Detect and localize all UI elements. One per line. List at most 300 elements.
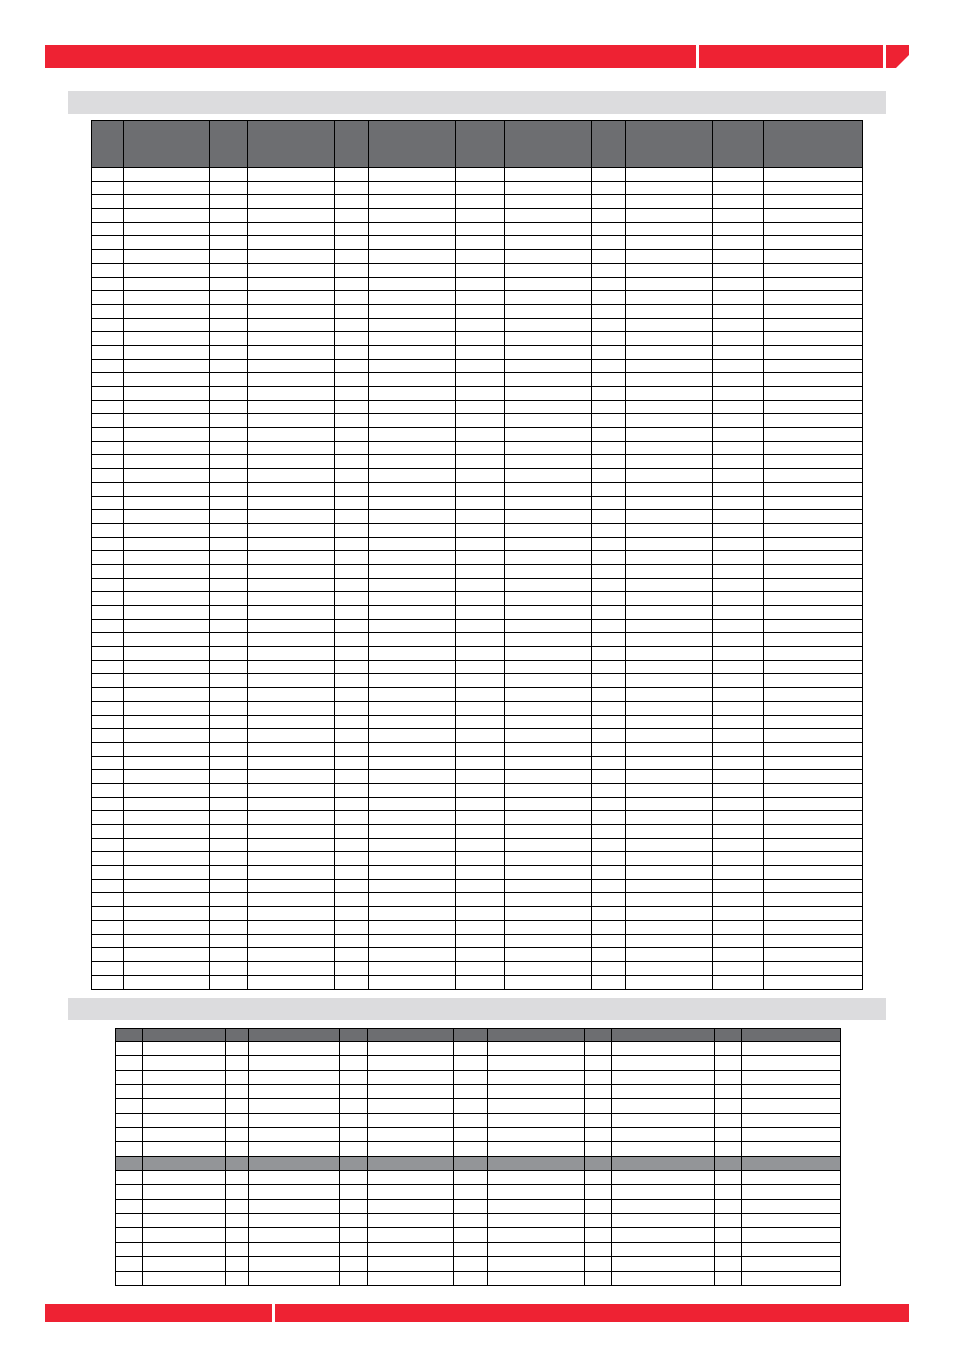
table-cell: [505, 742, 592, 756]
table-cell: [248, 359, 335, 373]
table-cell: [505, 181, 592, 195]
table-cell: [626, 482, 713, 496]
table-cell: [585, 1171, 612, 1185]
table-cell: [369, 893, 456, 907]
table-cell: [92, 838, 124, 852]
table-cell: [340, 1056, 368, 1070]
table-cell: [592, 277, 626, 291]
table-cell: [764, 318, 863, 332]
table-cell: [124, 893, 210, 907]
table-cell: [335, 879, 369, 893]
table-row: [92, 592, 863, 606]
table-row: [92, 619, 863, 633]
table-cell: [764, 893, 863, 907]
table-cell: [626, 756, 713, 770]
table-cell: [226, 1185, 249, 1199]
table-cell: [248, 236, 335, 250]
table-cell: [92, 920, 124, 934]
table-cell: [713, 866, 764, 880]
table-cell: [369, 414, 456, 428]
table-cell: [456, 961, 505, 975]
table-cell: [713, 592, 764, 606]
table-row: [92, 825, 863, 839]
table-cell: [764, 592, 863, 606]
main-header-cell: [626, 121, 713, 168]
table-cell: [143, 1085, 226, 1099]
table-cell: [612, 1128, 715, 1142]
table-cell: [249, 1242, 340, 1256]
table-cell: [116, 1257, 143, 1271]
table-cell: [764, 359, 863, 373]
table-cell: [249, 1199, 340, 1213]
table-cell: [335, 523, 369, 537]
secondary-header-cell: [715, 1029, 742, 1042]
table-cell: [626, 592, 713, 606]
table-cell: [713, 318, 764, 332]
table-cell: [742, 1085, 841, 1099]
table-row: [92, 948, 863, 962]
table-cell: [764, 400, 863, 414]
table-cell: [248, 250, 335, 264]
table-cell: [335, 263, 369, 277]
table-cell: [612, 1142, 715, 1156]
table-cell: [369, 688, 456, 702]
table-cell: [92, 961, 124, 975]
table-cell: [456, 373, 505, 387]
table-cell: [764, 263, 863, 277]
table-cell: [248, 195, 335, 209]
table-row: [92, 797, 863, 811]
table-cell: [335, 961, 369, 975]
table-cell: [488, 1185, 585, 1199]
table-cell: [713, 510, 764, 524]
table-cell: [143, 1056, 226, 1070]
table-row: [116, 1070, 841, 1084]
table-cell: [369, 838, 456, 852]
table-cell: [124, 961, 210, 975]
table-cell: [92, 756, 124, 770]
table-cell: [454, 1185, 488, 1199]
table-cell: [92, 564, 124, 578]
main-header-cell: [592, 121, 626, 168]
table-cell: [124, 482, 210, 496]
table-cell: [505, 893, 592, 907]
table-cell: [626, 797, 713, 811]
table-cell: [248, 907, 335, 921]
table-cell: [369, 345, 456, 359]
table-cell: [92, 742, 124, 756]
table-cell: [248, 674, 335, 688]
table-cell: [248, 400, 335, 414]
table-cell: [626, 332, 713, 346]
table-cell: [626, 729, 713, 743]
table-cell: [335, 387, 369, 401]
table-cell: [210, 523, 248, 537]
table-cell: [248, 770, 335, 784]
table-cell: [505, 250, 592, 264]
table-cell: [505, 619, 592, 633]
table-cell: [456, 387, 505, 401]
table-cell: [592, 510, 626, 524]
table-cell: [210, 537, 248, 551]
table-cell: [715, 1156, 742, 1170]
table-cell: [335, 551, 369, 565]
table-cell: [592, 373, 626, 387]
table-cell: [210, 701, 248, 715]
table-row: [92, 907, 863, 921]
table-cell: [456, 578, 505, 592]
table-cell: [505, 332, 592, 346]
table-cell: [210, 619, 248, 633]
table-cell: [626, 770, 713, 784]
table-row: [92, 236, 863, 250]
table-cell: [592, 236, 626, 250]
table-cell: [764, 209, 863, 223]
table-cell: [143, 1113, 226, 1127]
table-row: [92, 373, 863, 387]
table-cell: [248, 592, 335, 606]
table-cell: [454, 1070, 488, 1084]
table-cell: [592, 606, 626, 620]
table-cell: [369, 523, 456, 537]
table-cell: [92, 400, 124, 414]
table-cell: [92, 195, 124, 209]
table-cell: [226, 1257, 249, 1271]
table-cell: [488, 1257, 585, 1271]
table-row: [92, 400, 863, 414]
table-cell: [335, 400, 369, 414]
table-cell: [764, 414, 863, 428]
table-cell: [92, 674, 124, 688]
table-cell: [124, 975, 210, 989]
table-cell: [249, 1171, 340, 1185]
table-cell: [715, 1171, 742, 1185]
table-cell: [124, 414, 210, 428]
table-cell: [592, 291, 626, 305]
table-cell: [368, 1070, 454, 1084]
table-row: [92, 222, 863, 236]
table-cell: [248, 496, 335, 510]
table-cell: [505, 441, 592, 455]
table-cell: [764, 729, 863, 743]
table-cell: [592, 907, 626, 921]
table-cell: [340, 1142, 368, 1156]
table-cell: [340, 1228, 368, 1242]
table-cell: [764, 660, 863, 674]
table-cell: [92, 578, 124, 592]
table-cell: [456, 647, 505, 661]
table-cell: [143, 1070, 226, 1084]
table-cell: [713, 879, 764, 893]
table-cell: [143, 1228, 226, 1242]
table-cell: [713, 852, 764, 866]
table-cell: [456, 907, 505, 921]
table-cell: [456, 592, 505, 606]
table-cell: [715, 1271, 742, 1286]
table-cell: [456, 263, 505, 277]
secondary-header-cell: [340, 1029, 368, 1042]
table-cell: [335, 318, 369, 332]
table-cell: [715, 1214, 742, 1228]
table-cell: [368, 1171, 454, 1185]
table-cell: [92, 263, 124, 277]
table-cell: [369, 811, 456, 825]
table-cell: [764, 236, 863, 250]
table-cell: [713, 263, 764, 277]
table-cell: [456, 195, 505, 209]
table-cell: [335, 660, 369, 674]
table-cell: [210, 181, 248, 195]
table-cell: [456, 660, 505, 674]
table-cell: [124, 688, 210, 702]
table-cell: [249, 1113, 340, 1127]
table-cell: [626, 674, 713, 688]
table-cell: [626, 455, 713, 469]
table-cell: [592, 770, 626, 784]
table-cell: [368, 1199, 454, 1213]
table-row: [92, 756, 863, 770]
table-row: [92, 250, 863, 264]
table-row: [92, 469, 863, 483]
table-cell: [248, 537, 335, 551]
table-cell: [505, 455, 592, 469]
table-cell: [456, 236, 505, 250]
table-cell: [505, 387, 592, 401]
table-cell: [585, 1042, 612, 1056]
table-cell: [764, 564, 863, 578]
table-cell: [592, 455, 626, 469]
table-cell: [764, 181, 863, 195]
table-cell: [713, 742, 764, 756]
table-cell: [585, 1056, 612, 1070]
table-cell: [505, 729, 592, 743]
table-cell: [369, 578, 456, 592]
table-cell: [92, 797, 124, 811]
table-cell: [505, 907, 592, 921]
table-cell: [335, 359, 369, 373]
table-cell: [713, 797, 764, 811]
table-cell: [92, 729, 124, 743]
table-cell: [369, 564, 456, 578]
table-cell: [124, 359, 210, 373]
table-cell: [369, 975, 456, 989]
table-cell: [124, 168, 210, 182]
table-cell: [505, 428, 592, 442]
table-cell: [248, 263, 335, 277]
table-cell: [92, 455, 124, 469]
footer-bar: [45, 1304, 909, 1322]
table-cell: [116, 1070, 143, 1084]
table-cell: [456, 893, 505, 907]
table-cell: [92, 879, 124, 893]
table-cell: [585, 1271, 612, 1286]
table-cell: [505, 304, 592, 318]
table-cell: [626, 811, 713, 825]
table-cell: [210, 893, 248, 907]
secondary-table: [115, 1028, 841, 1286]
table-cell: [764, 701, 863, 715]
table-cell: [626, 304, 713, 318]
table-row: [116, 1228, 841, 1242]
table-cell: [248, 838, 335, 852]
table-cell: [116, 1085, 143, 1099]
table-cell: [713, 373, 764, 387]
table-cell: [505, 934, 592, 948]
table-cell: [488, 1085, 585, 1099]
table-cell: [626, 263, 713, 277]
table-cell: [369, 701, 456, 715]
table-row: [92, 387, 863, 401]
footer-bar-divider: [272, 1304, 275, 1322]
table-cell: [626, 181, 713, 195]
table-cell: [713, 811, 764, 825]
table-cell: [369, 359, 456, 373]
table-cell: [210, 838, 248, 852]
table-cell: [335, 510, 369, 524]
table-cell: [456, 879, 505, 893]
table-cell: [335, 250, 369, 264]
main-header-cell: [210, 121, 248, 168]
table-cell: [210, 961, 248, 975]
table-cell: [764, 195, 863, 209]
table-cell: [592, 387, 626, 401]
table-cell: [626, 318, 713, 332]
table-cell: [124, 564, 210, 578]
table-cell: [764, 578, 863, 592]
table-cell: [248, 660, 335, 674]
table-cell: [713, 523, 764, 537]
table-cell: [456, 866, 505, 880]
table-cell: [92, 222, 124, 236]
table-cell: [592, 578, 626, 592]
table-row: [92, 975, 863, 989]
table-cell: [124, 783, 210, 797]
table-cell: [248, 510, 335, 524]
table-cell: [248, 852, 335, 866]
table-cell: [335, 236, 369, 250]
table-cell: [505, 496, 592, 510]
table-cell: [124, 879, 210, 893]
table-cell: [124, 797, 210, 811]
table-cell: [226, 1070, 249, 1084]
table-cell: [713, 482, 764, 496]
table-cell: [456, 168, 505, 182]
table-cell: [456, 770, 505, 784]
table-cell: [210, 660, 248, 674]
table-cell: [715, 1070, 742, 1084]
table-cell: [210, 168, 248, 182]
table-cell: [764, 715, 863, 729]
table-cell: [713, 441, 764, 455]
table-cell: [226, 1113, 249, 1127]
table-cell: [585, 1257, 612, 1271]
table-cell: [764, 633, 863, 647]
table-cell: [612, 1156, 715, 1170]
table-cell: [713, 893, 764, 907]
main-table: [91, 120, 863, 990]
table-row: [116, 1056, 841, 1070]
table-cell: [585, 1199, 612, 1213]
table-row: [92, 482, 863, 496]
table-cell: [764, 428, 863, 442]
table-cell: [713, 633, 764, 647]
table-cell: [505, 345, 592, 359]
table-cell: [456, 564, 505, 578]
table-cell: [488, 1242, 585, 1256]
table-cell: [210, 428, 248, 442]
table-cell: [92, 332, 124, 346]
table-cell: [116, 1214, 143, 1228]
table-cell: [335, 441, 369, 455]
table-cell: [592, 195, 626, 209]
table-cell: [226, 1042, 249, 1056]
table-cell: [335, 633, 369, 647]
table-cell: [456, 291, 505, 305]
table-cell: [124, 291, 210, 305]
table-cell: [626, 975, 713, 989]
table-cell: [742, 1185, 841, 1199]
table-cell: [612, 1056, 715, 1070]
table-cell: [92, 715, 124, 729]
table-cell: [505, 825, 592, 839]
table-cell: [488, 1142, 585, 1156]
table-cell: [764, 866, 863, 880]
table-cell: [335, 592, 369, 606]
table-cell: [369, 304, 456, 318]
table-cell: [92, 291, 124, 305]
table-cell: [210, 934, 248, 948]
table-cell: [505, 564, 592, 578]
table-cell: [124, 756, 210, 770]
table-cell: [456, 701, 505, 715]
table-cell: [226, 1199, 249, 1213]
table-cell: [592, 729, 626, 743]
table-cell: [335, 729, 369, 743]
table-row: [116, 1099, 841, 1113]
table-cell: [248, 879, 335, 893]
table-cell: [764, 606, 863, 620]
table-cell: [340, 1271, 368, 1286]
table-cell: [116, 1113, 143, 1127]
table-cell: [505, 373, 592, 387]
table-cell: [742, 1113, 841, 1127]
table-row: [116, 1113, 841, 1127]
table-cell: [335, 838, 369, 852]
table-cell: [456, 756, 505, 770]
table-cell: [742, 1271, 841, 1286]
table-cell: [456, 852, 505, 866]
table-cell: [764, 222, 863, 236]
table-cell: [715, 1056, 742, 1070]
table-cell: [764, 961, 863, 975]
table-cell: [124, 195, 210, 209]
table-cell: [116, 1128, 143, 1142]
table-cell: [488, 1214, 585, 1228]
table-cell: [226, 1214, 249, 1228]
table-cell: [456, 181, 505, 195]
table-cell: [335, 770, 369, 784]
table-cell: [124, 181, 210, 195]
table-cell: [592, 250, 626, 264]
table-cell: [713, 250, 764, 264]
table-cell: [592, 345, 626, 359]
table-cell: [210, 510, 248, 524]
table-row: [92, 770, 863, 784]
table-cell: [505, 674, 592, 688]
table-cell: [742, 1156, 841, 1170]
table-row: [92, 688, 863, 702]
table-cell: [592, 920, 626, 934]
